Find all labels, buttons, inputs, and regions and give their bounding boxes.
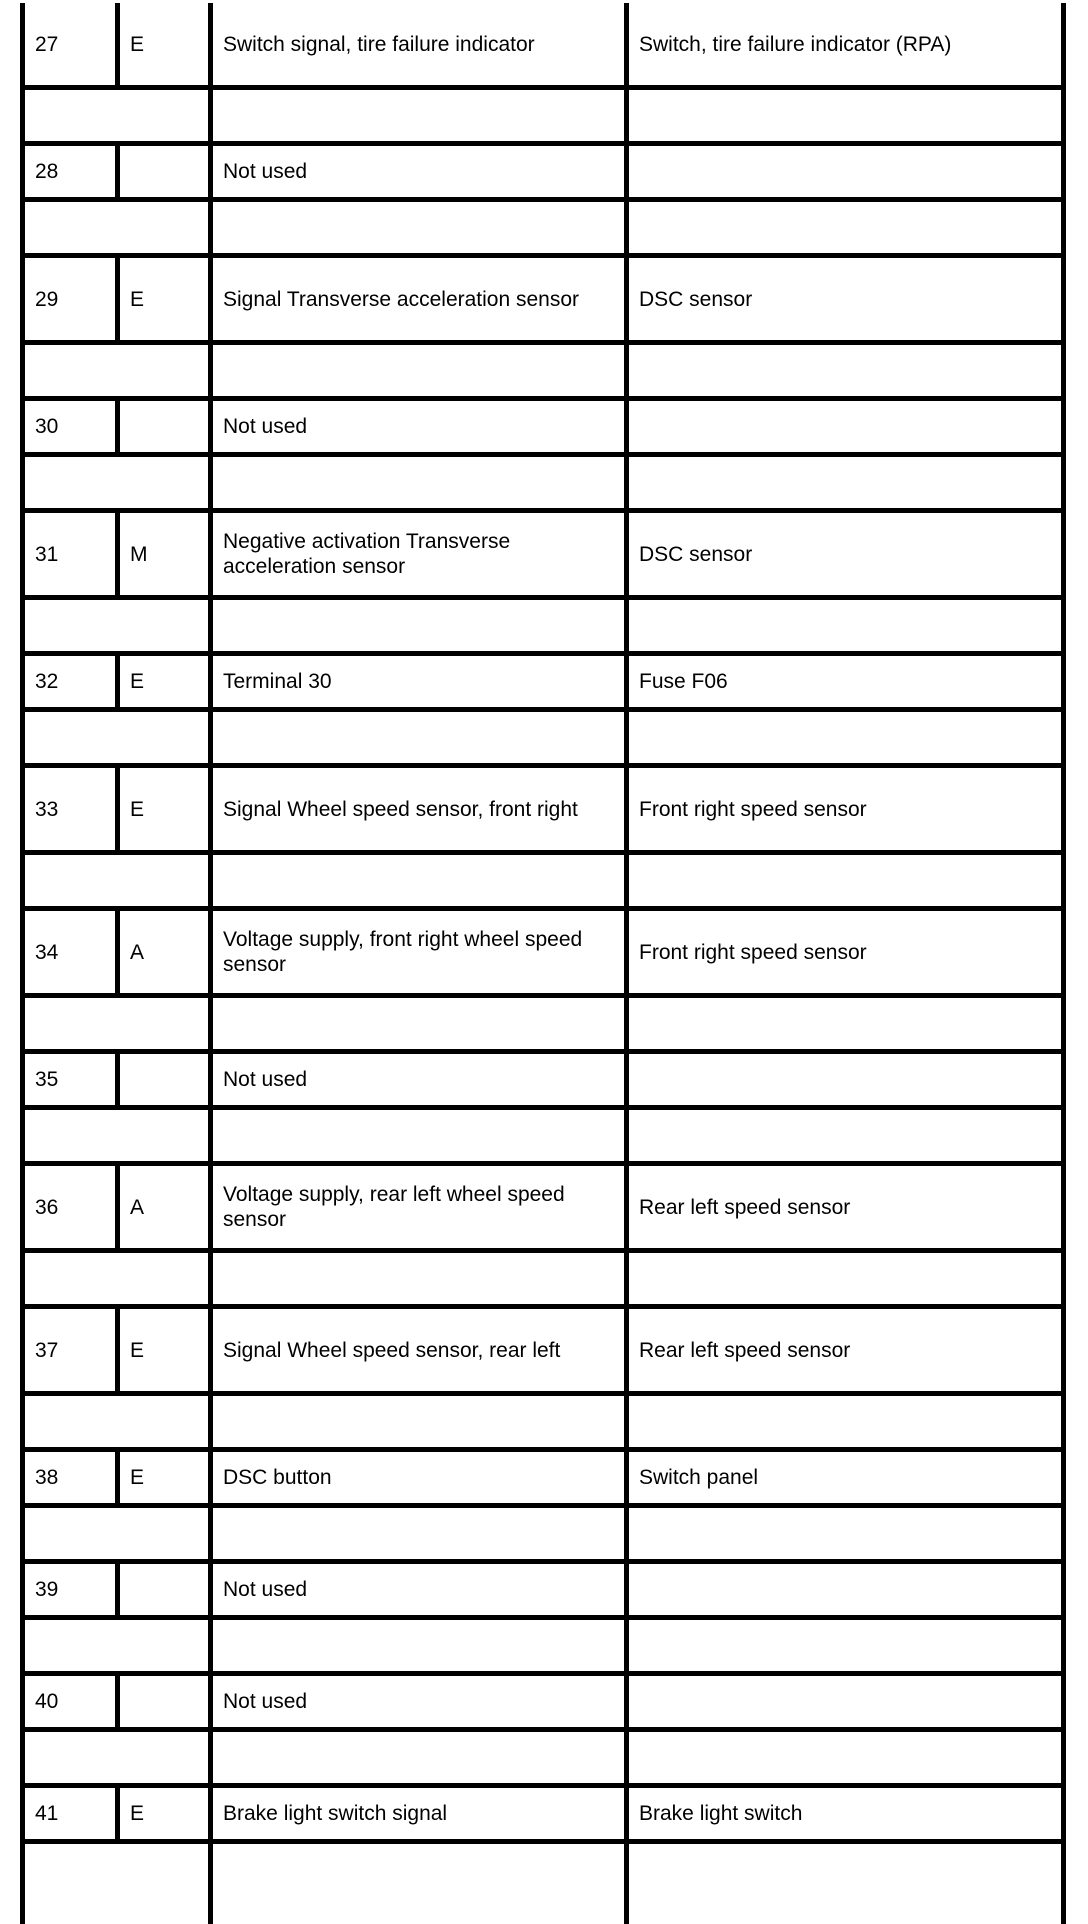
- spacer-cell-component: [624, 90, 1066, 141]
- table-row: [20, 146, 1066, 202]
- component-cell-text: DSC sensor: [639, 287, 753, 311]
- signal-type-cell-text: E: [130, 1466, 145, 1489]
- spacer-cell-description: [208, 1732, 624, 1783]
- spacer-cell-pin-type: [20, 1508, 208, 1559]
- pin-cell: [20, 1054, 115, 1105]
- pin-cell-text: 33: [35, 797, 59, 821]
- spacer-cell-description: [208, 600, 624, 651]
- component-cell: [624, 3, 1066, 85]
- component-cell-text: Brake light switch: [639, 1802, 803, 1825]
- table-row: [20, 1564, 1066, 1620]
- component-cell: [624, 513, 1066, 595]
- spacer-cell-description: [208, 1508, 624, 1559]
- spacer-cell-description: [208, 345, 624, 396]
- spacer-cell-description: [208, 202, 624, 253]
- component-cell: [624, 1788, 1066, 1839]
- spacer-cell-pin-type: [20, 1732, 208, 1783]
- spacer-cell-component: [624, 1844, 1066, 1924]
- pin-cell: [20, 1166, 115, 1248]
- description-cell: [208, 513, 624, 595]
- spacer-cell-pin-type: [20, 855, 208, 906]
- signal-type-cell-text: A: [130, 940, 145, 964]
- pin-cell: [20, 146, 115, 197]
- description-cell-text: Signal Transverse acceleration sensor: [223, 287, 580, 311]
- table-row: [20, 768, 1066, 855]
- spacer-cell-description: [208, 1620, 624, 1671]
- description-cell: [208, 1309, 624, 1391]
- description-cell-text: Terminal 30: [223, 670, 332, 693]
- component-cell-text: Rear left speed sensor: [639, 1195, 851, 1219]
- pin-cell: [20, 401, 115, 452]
- spacer-row: [20, 600, 1066, 656]
- signal-type-cell: [115, 911, 208, 993]
- spacer-cell-pin-type: [20, 998, 208, 1049]
- spacer-cell-description: [208, 712, 624, 763]
- description-cell-text: Not used: [223, 1578, 308, 1601]
- table-row: [20, 1676, 1066, 1732]
- spacer-cell-component: [624, 345, 1066, 396]
- spacer-cell-description: [208, 998, 624, 1049]
- pin-assignment-table: [20, 3, 1066, 1924]
- spacer-cell-description: [208, 457, 624, 508]
- description-cell-text: Not used: [223, 415, 308, 438]
- spacer-cell-component: [624, 1508, 1066, 1559]
- table-row: [20, 401, 1066, 457]
- signal-type-cell: [115, 768, 208, 850]
- signal-type-cell-text: E: [130, 797, 145, 821]
- component-cell: [624, 1054, 1066, 1105]
- description-cell: [208, 146, 624, 197]
- component-cell: [624, 1676, 1066, 1727]
- spacer-cell-pin-type: [20, 1620, 208, 1671]
- spacer-row: [20, 1844, 1066, 1924]
- component-cell-text: Fuse F06: [639, 670, 728, 693]
- signal-type-cell: [115, 1788, 208, 1839]
- spacer-cell-component: [624, 1620, 1066, 1671]
- description-cell-text: Signal Wheel speed sensor, rear left: [223, 1338, 561, 1362]
- spacer-cell-pin-type: [20, 457, 208, 508]
- pin-cell-text: 40: [35, 1690, 59, 1713]
- pin-cell-text: 34: [35, 940, 59, 964]
- table-row: [20, 258, 1066, 345]
- signal-type-cell: [115, 1309, 208, 1391]
- signal-type-cell-text: E: [130, 287, 145, 311]
- description-cell-text: Brake light switch signal: [223, 1802, 448, 1825]
- pin-cell-text: 29: [35, 287, 59, 311]
- table-row: [20, 513, 1066, 600]
- spacer-cell-component: [624, 712, 1066, 763]
- signal-type-cell-text: E: [130, 32, 145, 56]
- description-cell-text: Voltage supply, rear left wheel speed sensor: [223, 1183, 565, 1231]
- table-row: [20, 1452, 1066, 1508]
- description-cell: [208, 401, 624, 452]
- component-cell: [624, 1564, 1066, 1615]
- component-cell: [624, 1166, 1066, 1248]
- spacer-row: [20, 1732, 1066, 1788]
- pin-cell: [20, 513, 115, 595]
- table-row: [20, 1788, 1066, 1844]
- description-cell-text: Signal Wheel speed sensor, front right: [223, 797, 578, 821]
- description-cell: [208, 911, 624, 993]
- pin-cell-text: 28: [35, 160, 59, 183]
- spacer-row: [20, 202, 1066, 258]
- signal-type-cell: [115, 656, 208, 707]
- component-cell-text: Switch, tire failure indicator (RPA): [639, 32, 952, 56]
- description-cell-text: Not used: [223, 160, 308, 183]
- pin-cell-text: 39: [35, 1578, 59, 1601]
- spacer-cell-component: [624, 998, 1066, 1049]
- component-cell: [624, 656, 1066, 707]
- signal-type-cell: [115, 1676, 208, 1727]
- spacer-cell-description: [208, 1110, 624, 1161]
- component-cell: [624, 1452, 1066, 1503]
- description-cell-text: DSC button: [223, 1466, 332, 1489]
- spacer-cell-description: [208, 90, 624, 141]
- spacer-row: [20, 998, 1066, 1054]
- spacer-cell-pin-type: [20, 1844, 208, 1924]
- pin-cell-text: 30: [35, 415, 59, 438]
- table-row: [20, 3, 1066, 90]
- description-cell-text: Not used: [223, 1690, 308, 1713]
- spacer-cell-pin-type: [20, 90, 208, 141]
- spacer-row: [20, 90, 1066, 146]
- spacer-cell-pin-type: [20, 202, 208, 253]
- description-cell: [208, 258, 624, 340]
- pin-cell: [20, 1788, 115, 1839]
- spacer-cell-pin-type: [20, 1253, 208, 1304]
- pin-cell-text: 41: [35, 1802, 59, 1825]
- description-cell-text: Switch signal, tire failure indicator: [223, 32, 535, 56]
- spacer-row: [20, 1620, 1066, 1676]
- signal-type-cell: [115, 1054, 208, 1105]
- signal-type-cell: [115, 513, 208, 595]
- description-cell: [208, 1452, 624, 1503]
- pin-cell: [20, 1564, 115, 1615]
- component-cell-text: DSC sensor: [639, 542, 753, 566]
- description-cell: [208, 768, 624, 850]
- component-cell-text: Rear left speed sensor: [639, 1338, 851, 1362]
- pin-cell: [20, 1452, 115, 1503]
- pin-cell: [20, 1309, 115, 1391]
- spacer-cell-component: [624, 202, 1066, 253]
- description-cell: [208, 1166, 624, 1248]
- component-cell: [624, 401, 1066, 452]
- pin-cell-text: 36: [35, 1195, 59, 1219]
- table-row: [20, 1166, 1066, 1253]
- description-cell-text: Not used: [223, 1068, 308, 1091]
- spacer-cell-description: [208, 1396, 624, 1447]
- description-cell-text: Negative activation Transverse acceleration sensor: [223, 530, 511, 578]
- pin-cell-text: 27: [35, 32, 59, 56]
- table-row: [20, 1054, 1066, 1110]
- pin-cell-text: 31: [35, 542, 59, 566]
- component-cell: [624, 911, 1066, 993]
- description-cell: [208, 1788, 624, 1839]
- description-cell: [208, 1564, 624, 1615]
- spacer-cell-pin-type: [20, 712, 208, 763]
- signal-type-cell: [115, 3, 208, 85]
- component-cell-text: Front right speed sensor: [639, 797, 867, 821]
- description-cell-text: Voltage supply, front right wheel speed sensor: [223, 928, 583, 976]
- signal-type-cell-text: E: [130, 670, 145, 693]
- component-cell: [624, 768, 1066, 850]
- signal-type-cell: [115, 258, 208, 340]
- spacer-cell-component: [624, 1396, 1066, 1447]
- spacer-row: [20, 1396, 1066, 1452]
- spacer-cell-component: [624, 1110, 1066, 1161]
- description-cell: [208, 3, 624, 85]
- spacer-row: [20, 855, 1066, 911]
- pin-cell-text: 32: [35, 670, 59, 693]
- spacer-row: [20, 1253, 1066, 1309]
- component-cell: [624, 146, 1066, 197]
- spacer-cell-component: [624, 855, 1066, 906]
- spacer-row: [20, 457, 1066, 513]
- spacer-cell-pin-type: [20, 1110, 208, 1161]
- description-cell: [208, 1676, 624, 1727]
- component-cell-text: Switch panel: [639, 1466, 759, 1489]
- pin-cell: [20, 3, 115, 85]
- spacer-cell-pin-type: [20, 345, 208, 396]
- pin-cell: [20, 258, 115, 340]
- signal-type-cell: [115, 1564, 208, 1615]
- spacer-row: [20, 1508, 1066, 1564]
- pin-cell: [20, 768, 115, 850]
- description-cell: [208, 656, 624, 707]
- pin-cell: [20, 1676, 115, 1727]
- spacer-cell-pin-type: [20, 1396, 208, 1447]
- spacer-cell-component: [624, 457, 1066, 508]
- table-row: [20, 656, 1066, 712]
- spacer-row: [20, 1110, 1066, 1166]
- component-cell-text: Front right speed sensor: [639, 940, 867, 964]
- signal-type-cell-text: A: [130, 1195, 145, 1219]
- pin-cell-text: 37: [35, 1338, 59, 1362]
- signal-type-cell-text: E: [130, 1338, 145, 1362]
- pin-cell: [20, 656, 115, 707]
- spacer-cell-description: [208, 1253, 624, 1304]
- signal-type-cell: [115, 1452, 208, 1503]
- spacer-cell-component: [624, 600, 1066, 651]
- spacer-cell-description: [208, 855, 624, 906]
- signal-type-cell-text: M: [130, 542, 148, 566]
- component-cell: [624, 1309, 1066, 1391]
- description-cell: [208, 1054, 624, 1105]
- spacer-cell-component: [624, 1732, 1066, 1783]
- pin-cell: [20, 911, 115, 993]
- spacer-cell-pin-type: [20, 600, 208, 651]
- table-row: [20, 1309, 1066, 1396]
- spacer-cell-description: [208, 1844, 624, 1924]
- signal-type-cell-text: E: [130, 1802, 145, 1825]
- pin-cell-text: 35: [35, 1068, 59, 1091]
- pin-cell-text: 38: [35, 1466, 59, 1489]
- table-row: [20, 911, 1066, 998]
- spacer-cell-component: [624, 1253, 1066, 1304]
- signal-type-cell: [115, 401, 208, 452]
- signal-type-cell: [115, 146, 208, 197]
- signal-type-cell: [115, 1166, 208, 1248]
- component-cell: [624, 258, 1066, 340]
- spacer-row: [20, 712, 1066, 768]
- spacer-row: [20, 345, 1066, 401]
